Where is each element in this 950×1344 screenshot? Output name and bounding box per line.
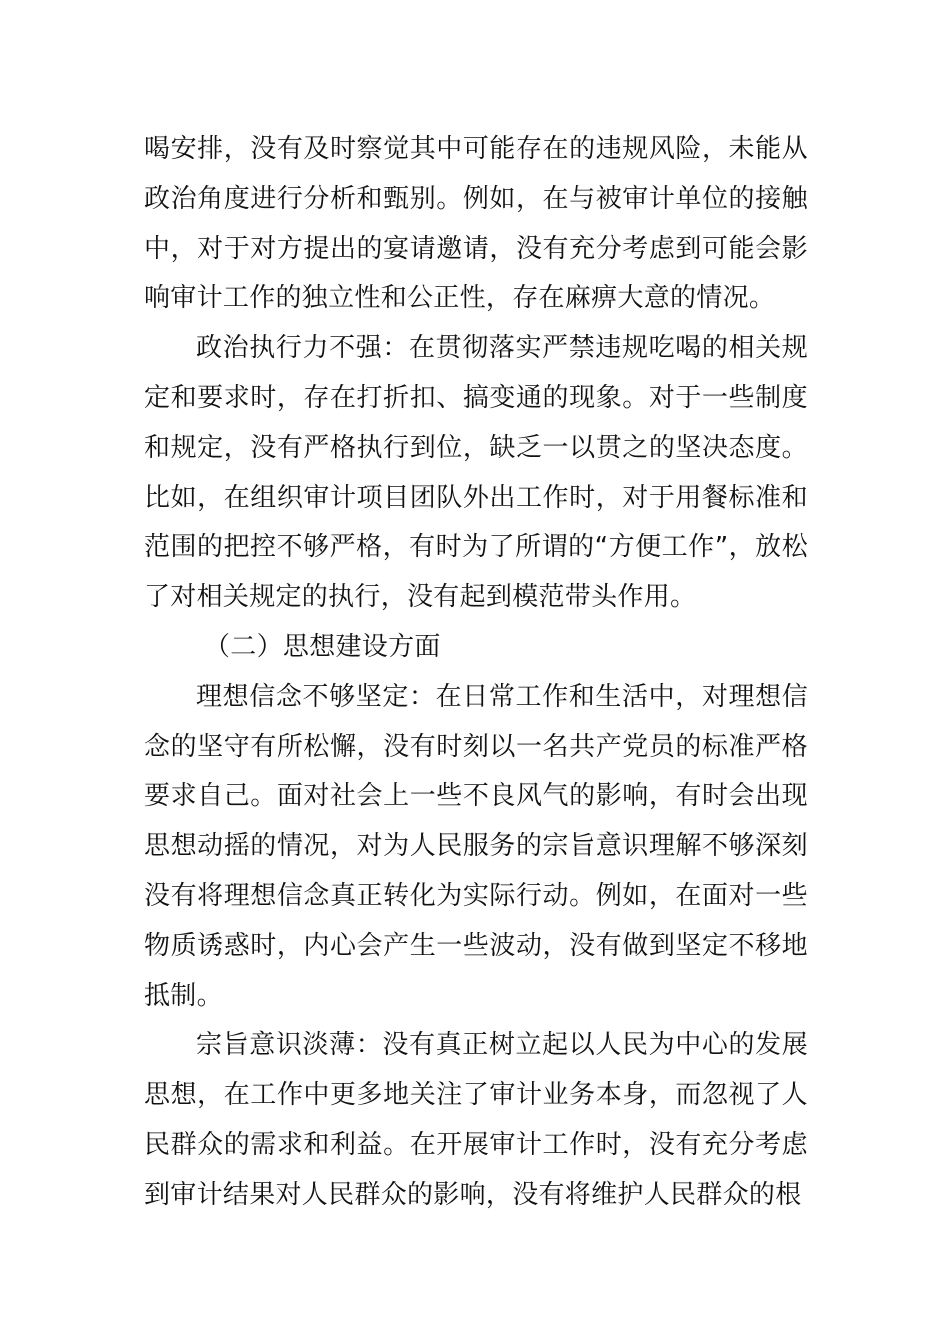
section-heading: （二）思想建设方面 (204, 631, 441, 662)
paragraph-purpose-awareness: 宗旨意识淡薄：没有真正树立起以人民为中心的发展思想，在工作中更多地关注了审计业务本身，而忽视了人民群众的需求和利益。在开展审计工作时，没有充分考虑到审计结果对人民群众的影响，没有将维护人民群众的根 (144, 1030, 808, 1210)
paragraph-political-execution: 政治执行力不强：在贯彻落实严禁违规吃喝的相关规定和要求时，存在打折扣、搞变通的现象。对于一些制度和规定，没有严格执行到位，缺乏一以贯之的坚决态度。比如，在组织审计项目团队外出工作时，对于用餐标准和范围的把控不够严格，有时为了所谓的“方便工作”，放松了对相关规定的执行，没有起到模范带头作用。 (144, 333, 808, 613)
document-body (144, 125, 808, 1221)
paragraph-ideals-beliefs: 理想信念不够坚定：在日常工作和生活中，对理想信念的坚守有所松懈，没有时刻以一名共产党员的标准严格要求自己。面对社会上一些不良风气的影响，有时会出现思想动摇的情况，对为人民服务的宗旨意识理解不够深刻没有将理想信念真正转化为实际行动。例如，在面对一些物质诱惑时，内心会产生一些波动，没有做到坚定不移地抵制。 (144, 681, 808, 1011)
paragraph-continuation: 喝安排，没有及时察觉其中可能存在的违规风险，未能从政治角度进行分析和甄别。例如，在与被审计单位的接触中，对于对方提出的宴请邀请，没有充分考虑到可能会影响审计工作的独立性和公正性，存在麻痹大意的情况。 (144, 134, 808, 314)
